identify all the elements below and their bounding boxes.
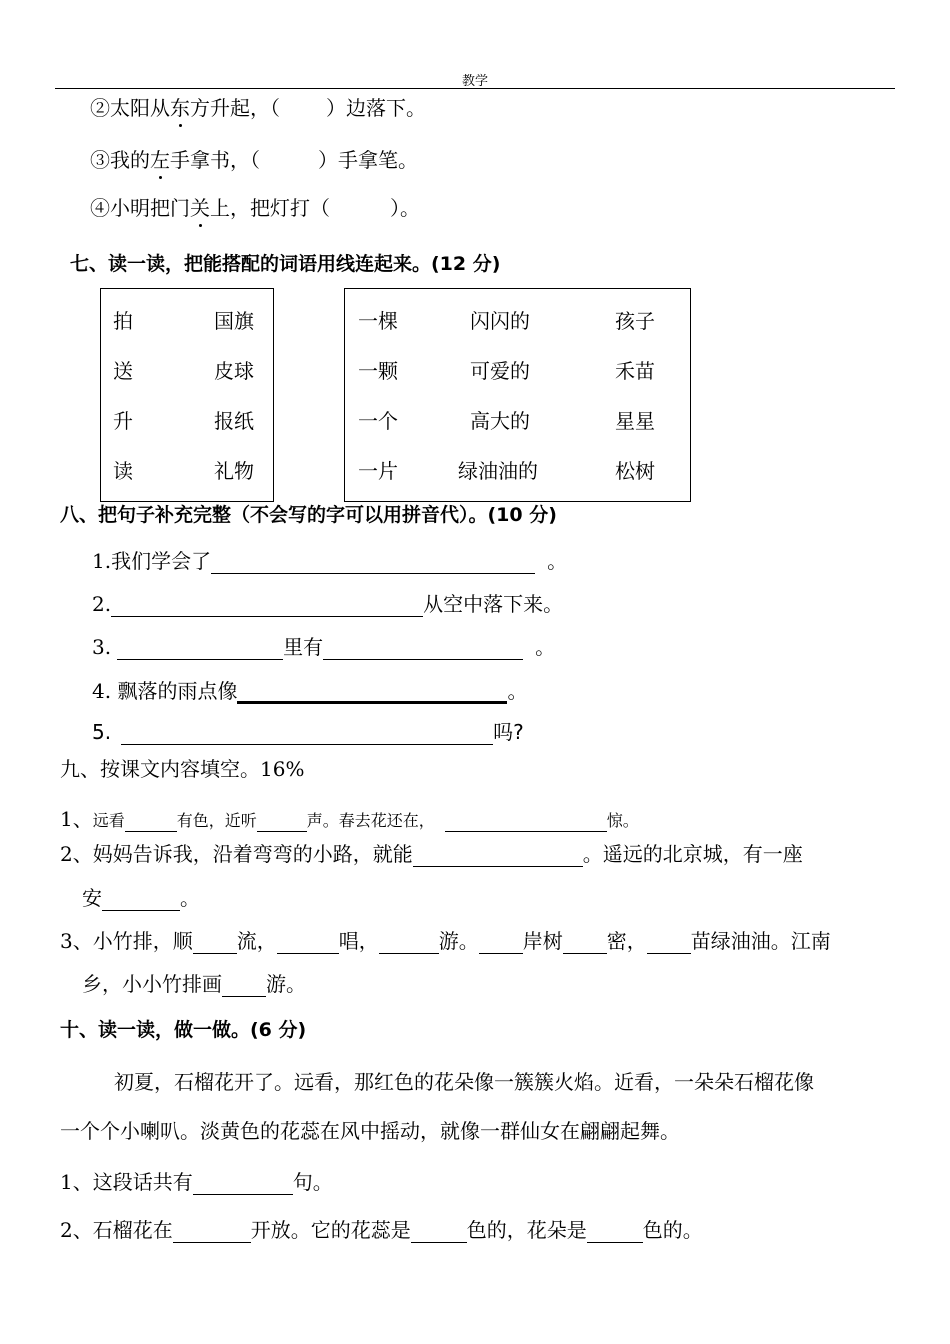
sec9-q3: 3、小竹排，顺 流， 唱， 游。 岸树 密， 苗绿油油。江南 [60, 929, 831, 953]
answer-blank[interactable] [237, 681, 507, 704]
answer-blank[interactable] [193, 933, 237, 954]
sentence-5: 5. 吗? [92, 720, 524, 744]
answer-blank[interactable] [323, 639, 523, 660]
reading-passage-line2: 一个个小喇叭。淡黄色的花蕊在风中摇动，就像一群仙女在翩翩起舞。 [60, 1119, 680, 1143]
answer-blank[interactable] [563, 933, 607, 954]
measure-item: 一棵 [358, 309, 398, 333]
sec10-q2: 2、石榴花在 开放。它的花蕊是 色的，花朵是 色的。 [60, 1218, 703, 1242]
measure-item: 一个 [358, 409, 398, 433]
sentence-1: 1.我们学会了 。 [92, 549, 568, 573]
sec9-q3-cont: 乡，小小竹排画 游。 [82, 972, 306, 996]
verb-item: 拍 [113, 309, 133, 333]
sec6-q4: ④小明把门关上，把灯打（ ）。 [90, 192, 420, 221]
noun-item: 国旗 [214, 309, 254, 333]
answer-blank[interactable] [193, 1174, 293, 1195]
verb-item: 读 [113, 459, 133, 483]
answer-blank[interactable] [647, 933, 691, 954]
sec8-title: 八、把句子补充完整（不会写的字可以用拼音代）。(10 分) [60, 504, 557, 526]
sec9-title: 九、按课文内容填空。16% [60, 757, 305, 781]
sentence-4: 4. 飘落的雨点像 。 [92, 679, 528, 703]
measure-item: 一颗 [358, 359, 398, 383]
verb-item: 升 [113, 409, 133, 433]
answer-blank[interactable] [587, 1222, 643, 1243]
measure-item: 一片 [358, 459, 398, 483]
emphasis-dot-char: 关 [190, 192, 210, 221]
object-item: 松树 [615, 459, 655, 483]
answer-blank[interactable] [479, 933, 523, 954]
sec9-q1: 1、远看 有色，近听 声。春去花还在， 惊。 [60, 807, 639, 831]
sentence-2: 2. 从空中落下来。 [92, 592, 564, 616]
answer-blank[interactable] [222, 976, 266, 997]
sentence-3: 3. 里有 。 [92, 635, 556, 659]
verb-item: 送 [113, 359, 133, 383]
sec6-q2: ②太阳从东方升起，（ ）边落下。 [90, 92, 426, 121]
answer-blank[interactable] [379, 933, 439, 954]
emphasis-dot-char: 东 [170, 92, 190, 121]
object-item: 孩子 [615, 309, 655, 333]
adjective-item: 绿油油的 [458, 459, 538, 483]
noun-item: 礼物 [214, 459, 254, 483]
answer-blank[interactable] [445, 811, 607, 832]
object-item: 星星 [615, 409, 655, 433]
answer-blank[interactable] [125, 811, 177, 832]
answer-blank[interactable] [211, 553, 535, 574]
answer-blank[interactable] [121, 724, 493, 745]
answer-blank[interactable] [277, 933, 339, 954]
answer-blank[interactable] [173, 1222, 251, 1243]
sec7-title: 七、读一读，把能搭配的词语用线连起来。(12 分) [70, 253, 501, 275]
page-header-subject: 教学 [461, 74, 488, 89]
answer-blank[interactable] [257, 811, 307, 832]
answer-blank[interactable] [413, 846, 583, 867]
sec9-q2: 2、妈妈告诉我，沿着弯弯的小路，就能 。遥远的北京城，有一座 [60, 842, 803, 866]
sec10-title: 十、读一读，做一做。(6 分) [60, 1019, 307, 1041]
adjective-item: 可爱的 [470, 359, 530, 383]
noun-item: 报纸 [214, 409, 254, 433]
reading-passage-line1: 初夏，石榴花开了。远看，那红色的花朵像一簇簇火焰。近看，一朵朵石榴花像 [114, 1070, 814, 1094]
noun-item: 皮球 [214, 359, 254, 383]
header-divider [55, 88, 895, 89]
object-item: 禾苗 [615, 359, 655, 383]
answer-blank[interactable] [411, 1222, 467, 1243]
sec9-q2-cont: 安 。 [82, 886, 200, 910]
sec6-q3: ③我的左手拿书，（ ）手拿笔。 [90, 144, 418, 173]
emphasis-dot-char: 左 [150, 144, 170, 173]
answer-blank[interactable] [117, 639, 283, 660]
answer-blank[interactable] [102, 890, 180, 911]
answer-blank[interactable] [111, 596, 423, 617]
adjective-item: 闪闪的 [470, 309, 530, 333]
adjective-item: 高大的 [470, 409, 530, 433]
sec10-q1: 1、这段话共有 句。 [60, 1170, 333, 1194]
